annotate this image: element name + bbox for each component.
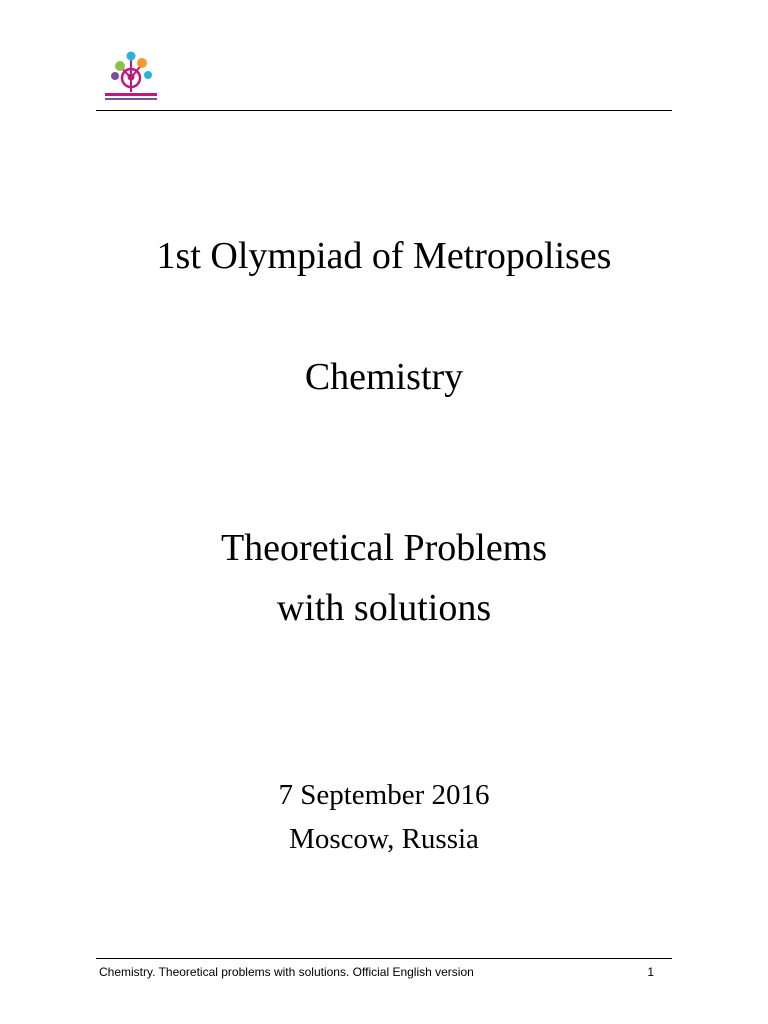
document-type-heading xyxy=(96,518,672,638)
document-type-line-1: Theoretical Problems xyxy=(220,527,548,569)
olympiad-logo-icon xyxy=(102,48,160,102)
event-location: Moscow, Russia xyxy=(289,823,479,855)
document-type-line-2: with solutions xyxy=(276,587,492,629)
subject-title: Chemistry xyxy=(304,356,464,398)
page-number: 1 xyxy=(647,965,654,979)
date-location-block xyxy=(96,773,672,861)
header-divider xyxy=(96,110,672,111)
event-date: 7 September 2016 xyxy=(278,779,490,811)
olympiad-title: 1st Olympiad of Metropolises xyxy=(156,235,612,277)
footer-text: Chemistry. Theoretical problems with solutions. Official English version xyxy=(99,965,474,979)
footer-divider xyxy=(96,958,672,959)
